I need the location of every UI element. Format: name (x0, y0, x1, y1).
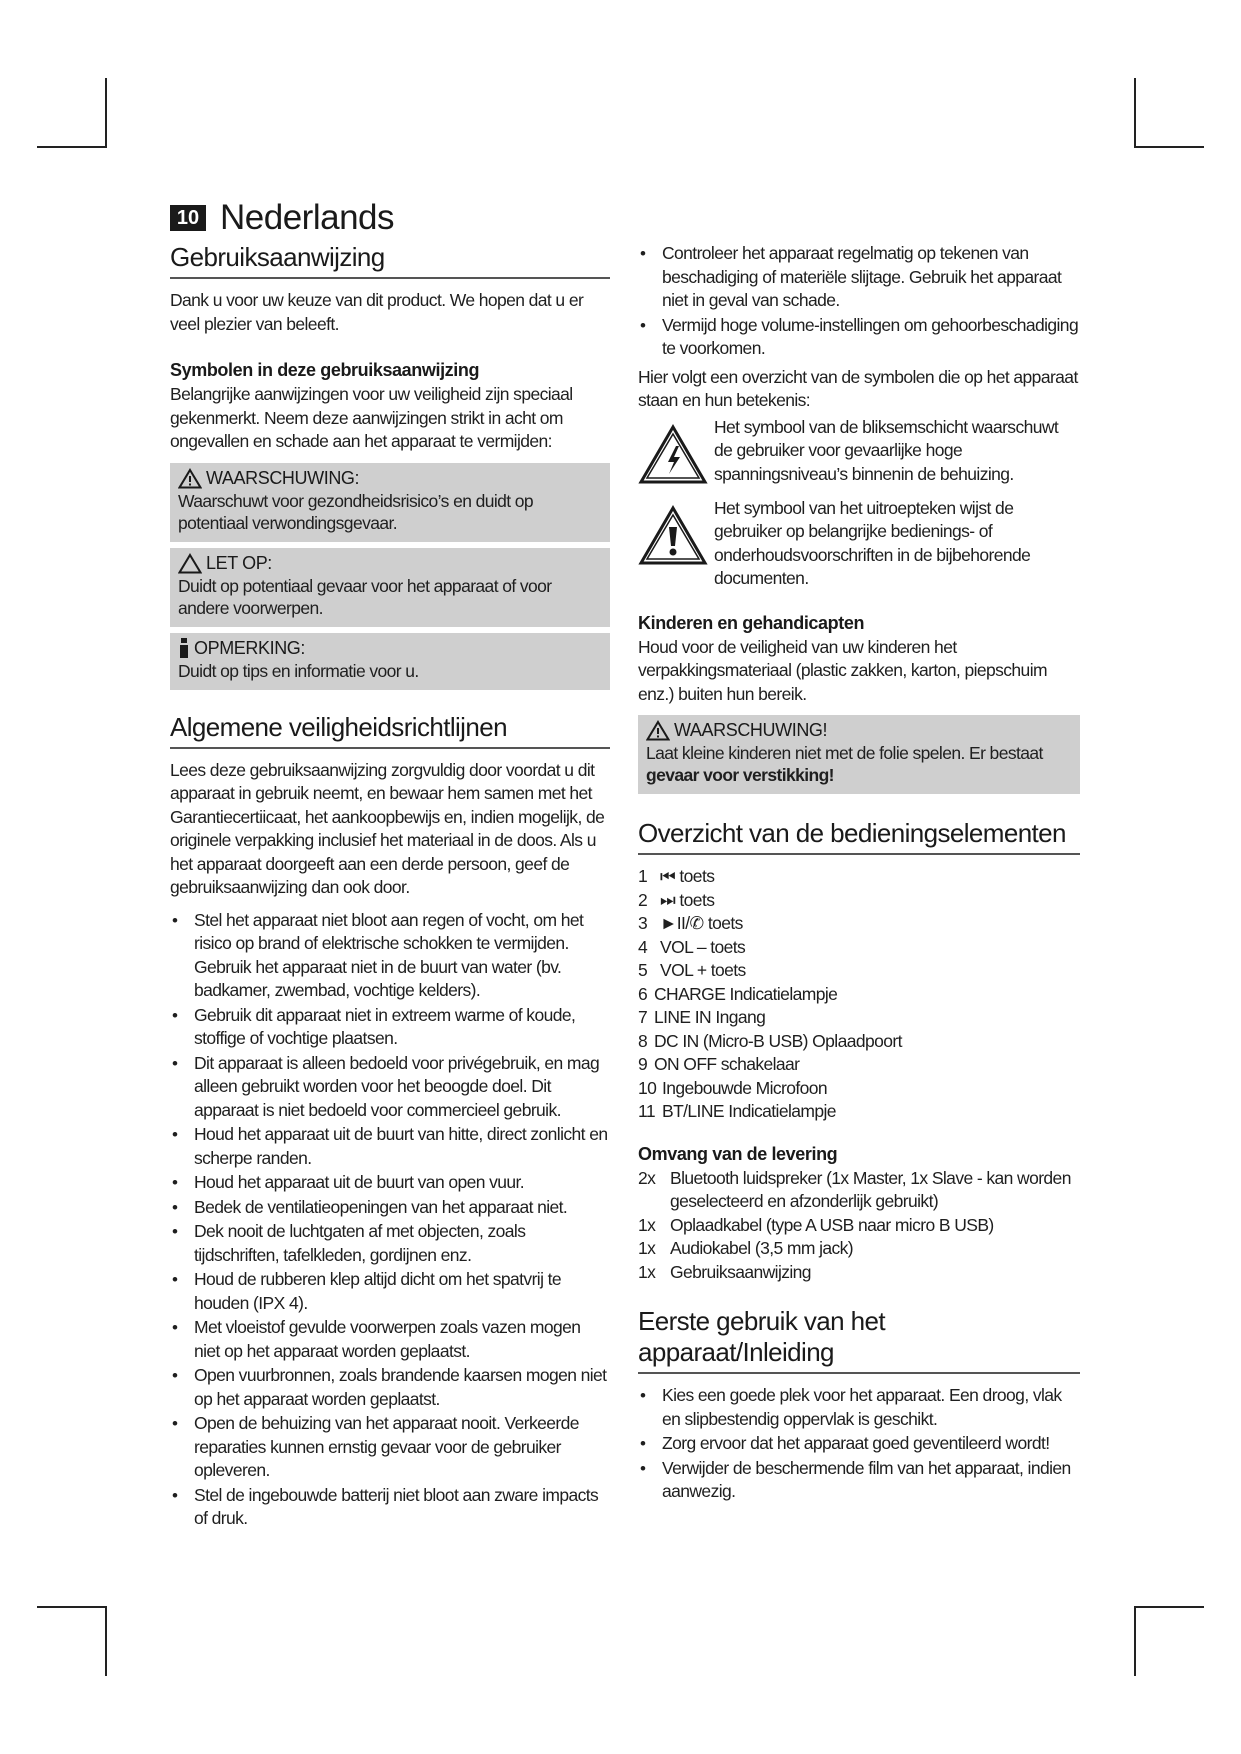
list-item: 11 BT/LINE Indicatielampje (638, 1101, 836, 1121)
caution-box (170, 548, 610, 627)
crop-mark-top-left-v (105, 78, 107, 148)
list-item: 2 ⏭ toets (638, 889, 715, 910)
list-item: • Bedek de ventilatieopeningen van het apparaat niet. (170, 1196, 610, 1220)
care-list (638, 242, 1080, 361)
scope-list (638, 1167, 1080, 1285)
warning-triangle-icon (178, 468, 202, 489)
exclamation-warning-icon (638, 505, 708, 567)
list-item: • Open vuurbronnen, zoals brandende kaarsen mogen niet op het apparaat worden geplaatst. (170, 1364, 610, 1411)
first-use-list (638, 1384, 1080, 1504)
heading-first-use: Eerste gebruik van het apparaat/Inleiding (638, 1306, 1080, 1374)
symbols-title: Symbolen in deze gebruiksaanwijzing (170, 360, 480, 380)
list-item: • Stel de ingebouwde batterij niet bloot aan zware impacts of druk. (170, 1484, 610, 1531)
list-item: 7 LINE IN Ingang (638, 1007, 766, 1027)
caution-triangle-icon (178, 553, 202, 574)
list-item: 5 VOL + toets (638, 960, 746, 980)
crop-mark-top-left-h (37, 146, 107, 148)
controls-list (638, 865, 1080, 1124)
left-column (170, 242, 610, 1532)
list-item: • Vermijd hoge volume-instellingen om gehoorbeschadiging te voorkomen. (638, 314, 1080, 361)
safety-list (170, 909, 610, 1531)
list-item: 9 ON OFF schakelaar (638, 1054, 800, 1074)
list-item: • Zorg ervoor dat het apparaat goed geventileerd wordt! (638, 1432, 1080, 1456)
list-item: • Met vloeistof gevulde voorwerpen zoals vazen mogen niet op het apparaat worden geplaatst. (170, 1316, 610, 1363)
page-number: 10 (170, 205, 206, 231)
children-title: Kinderen en gehandicapten (638, 612, 865, 633)
list-item: 1x Gebruiksaanwijzing (638, 1261, 811, 1282)
scope-title: Omvang van de levering (638, 1143, 838, 1164)
lightning-symbol-row (638, 416, 1080, 491)
heading-controls: Overzicht van de bedieningselementen (638, 818, 1080, 855)
list-item: 4 VOL – toets (638, 936, 746, 957)
note-title: OPMERKING: (194, 637, 306, 658)
crop-mark-bottom-right-v (1134, 1606, 1136, 1676)
list-item: • Verwijder de beschermende film van het apparaat, indien aanwezig. (638, 1457, 1080, 1504)
list-item: 1x Oplaadkabel (type A USB naar micro B USB) (638, 1214, 994, 1235)
child-warning-title: WAARSCHUWING! (674, 720, 828, 740)
list-item: • Dit apparaat is alleen bedoeld voor privégebruik, en mag alleen gebruikt worden voor het beoogde doel. Dit apparaat is niet bedoeld voor commercieel gebruik. (170, 1052, 610, 1123)
note-box (170, 633, 610, 690)
crop-mark-bottom-right-h (1134, 1606, 1204, 1608)
list-item: • Dek nooit de luchtgaten af met objecten, zoals tijdschriften, tafelkleden, gordijnen enz. (170, 1220, 610, 1267)
exclamation-symbol-row (638, 497, 1080, 591)
list-item: • Controleer het apparaat regelmatig op tekenen van beschadiging of materiële slijtage. Gebruik het apparaat niet in geval van schade. (638, 242, 1080, 313)
child-warning-bold: gevaar voor verstikking! (646, 765, 834, 785)
list-item: • Kies een goede plek voor het apparaat. Een droog, vlak en slipbestendig oppervlak is geschikt. (638, 1384, 1080, 1431)
warning-triangle-icon (646, 720, 670, 741)
safety-intro: Lees deze gebruiksaanwijzing zorgvuldig door voordat u dit apparaat in gebruik neemt, en bewaar hem samen met het Garantiecertiicaat, het aankoopbewijs en, indien mogelijk, de originele verpakking inclusief het materiaal in de doos. Als u het apparaat doorgeeft aan een derde persoon, geef de gebruiksaanwijzing dan ook door. (170, 759, 605, 897)
crop-mark-bottom-left-h (37, 1606, 107, 1608)
caution-text: Duidt op potentiaal gevaar voor het apparaat of voor andere voorwerpen. (178, 575, 552, 618)
child-warning-box (638, 715, 1080, 794)
heading-safety: Algemene veiligheidsrichtlijnen (170, 712, 610, 749)
crop-mark-top-right-h (1134, 146, 1204, 148)
list-item: • Houd de rubberen klep altijd dicht om het spatvrij te houden (IPX 4). (170, 1268, 610, 1315)
warning-text: Waarschuwt voor gezondheidsrisico’s en duidt op potentiaal verwondingsgevaar. (178, 490, 534, 533)
children-text: Houd voor de veiligheid van uw kinderen het verpakkingsmateriaal (plastic zakken, karton, piepschuim enz.) buiten hun bereik. (638, 636, 1047, 704)
list-item: • Stel het apparaat niet bloot aan regen of vocht, om het risico op brand of elektrische schokken te vermijden. Gebruik het apparaat niet in de buurt van water (bv. badkamer, zwembad, vochtige kelders). (170, 909, 610, 1003)
list-item: • Houd het apparaat uit de buurt van open vuur. (170, 1171, 610, 1195)
warning-title: WAARSCHUWING: (206, 467, 360, 488)
crop-mark-bottom-left-v (105, 1606, 107, 1676)
list-item: 3 ►II/✆ toets (638, 913, 743, 933)
heading-usage: Gebruiksaanwijzing (170, 242, 610, 279)
right-column (638, 242, 1080, 1505)
list-item: 1 ⏮ toets (638, 866, 715, 886)
list-item: • Houd het apparaat uit de buurt van hitte, direct zonlicht en scherpe randen. (170, 1123, 610, 1170)
symbols-intro: Hier volgt een overzicht van de symbolen die op het apparaat staan en hun betekenis: (638, 366, 1078, 410)
list-item: • Gebruik dit apparaat niet in extreem warme of koude, stoffige of vochtige plaatsen. (170, 1004, 610, 1051)
page-header (170, 198, 394, 238)
crop-mark-top-right-v (1134, 78, 1136, 148)
list-item: • Open de behuizing van het apparaat nooit. Verkeerde reparaties kunnen ernstig gevaar voor de gebruiker opleveren. (170, 1412, 610, 1483)
list-item: 10 Ingebouwde Microfoon (638, 1077, 828, 1098)
child-warning-text: Laat kleine kinderen niet met de folie spelen. Er bestaat (646, 743, 1043, 763)
warning-box (170, 463, 610, 542)
symbols-text: Belangrijke aanwijzingen voor uw veiligheid zijn speciaal gekenmerkt. Neem deze aanwijzingen strikt in acht om ongevallen en schade aan het apparaat te vermijden: (170, 384, 573, 451)
note-text: Duidt op tips en informatie voor u. (178, 660, 419, 681)
page-language: Nederlands (220, 198, 394, 237)
list-item: 6 CHARGE Indicatielampje (638, 983, 838, 1004)
lightning-text: Het symbool van de bliksemschicht waarschuwt de gebruiker voor gevaarlijke hoge spanningsniveau’s binnenin de behuizing. (714, 416, 1059, 484)
list-item: 8 DC IN (Micro-B USB) Oplaadpoort (638, 1030, 902, 1051)
lightning-warning-icon (638, 424, 708, 486)
list-item: 1x Audiokabel (3,5 mm jack) (638, 1238, 854, 1258)
list-item: 2x Bluetooth luidspreker (1x Master, 1x Slave - kan worden geselecteerd en afzonderlijk gebruikt) (638, 1167, 1071, 1211)
info-icon (178, 638, 190, 658)
exclamation-text: Het symbool van het uitroepteken wijst de gebruiker op belangrijke bedienings- of onderhoudsvoorschriften in de bijbehorende documenten. (714, 497, 1031, 588)
caution-title: LET OP: (206, 552, 272, 573)
intro-text: Dank u voor uw keuze van dit product. We hopen dat u er veel plezier van beleeft. (170, 290, 584, 334)
